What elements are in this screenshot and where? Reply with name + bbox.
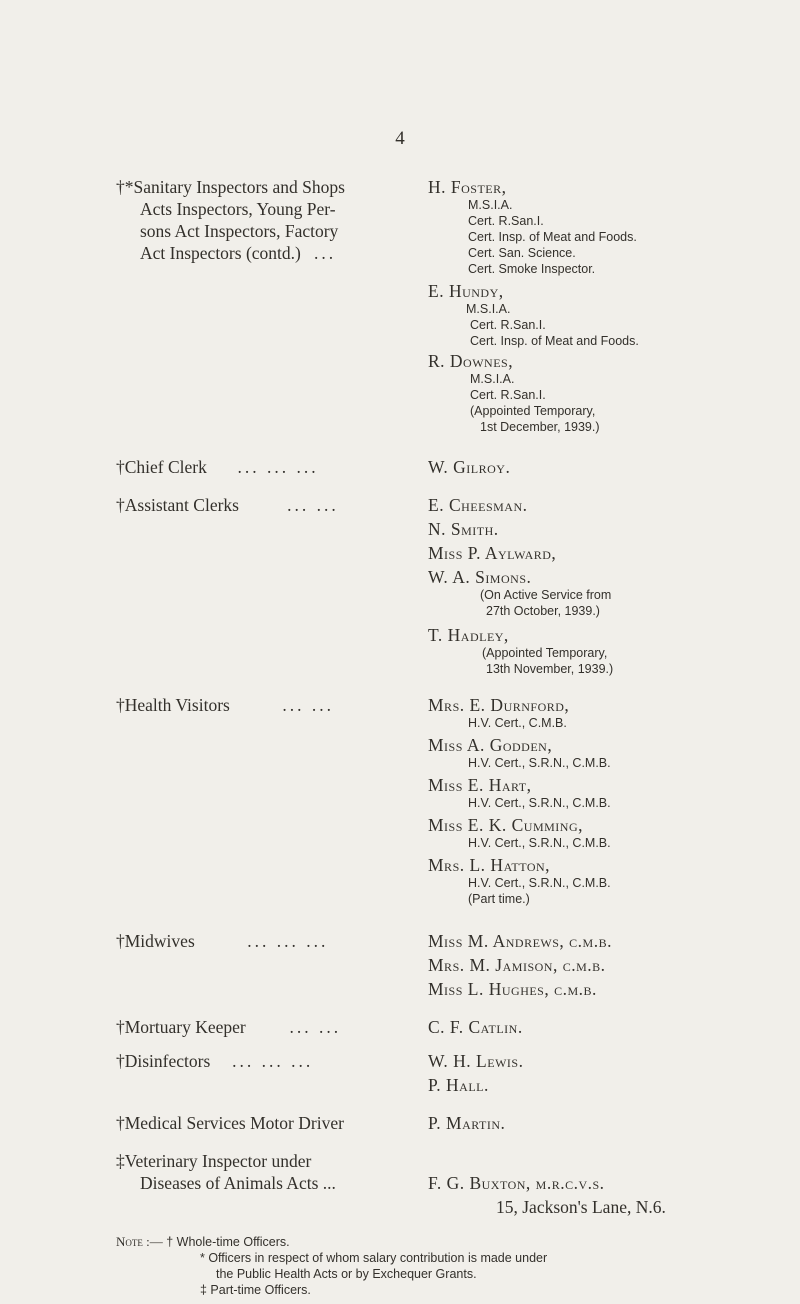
- hadley-note: 13th November, 1939.): [486, 662, 614, 676]
- downes-name: R. Downes,: [428, 351, 514, 371]
- foster-name: H. Foster,: [428, 177, 507, 197]
- dot-leader: ... ...: [287, 495, 339, 515]
- sanitary-label: [116, 176, 416, 264]
- veterinary-label: [116, 1150, 416, 1194]
- assistant-clerks-label: [116, 494, 416, 516]
- label-text: †Midwives: [116, 931, 195, 951]
- chief-clerk-name: W. Gilroy.: [428, 457, 511, 477]
- clerk-name: E. Cheesman.: [428, 495, 528, 515]
- mortuary-label: [116, 1016, 416, 1038]
- label-line: ‡Veterinary Inspector under: [116, 1151, 312, 1171]
- health-visitors-label: [116, 694, 416, 716]
- page-number: 4: [395, 128, 405, 149]
- foster-cred: Cert. R.San.I.: [468, 214, 544, 228]
- dot-leader: ... ... ...: [247, 931, 329, 951]
- midwives-label: [116, 930, 416, 952]
- label-text: †Chief Clerk: [116, 457, 207, 477]
- downes-cred: 1st December, 1939.): [480, 420, 600, 434]
- hundy-cred: Cert. Insp. of Meat and Foods.: [470, 334, 639, 348]
- label-line: Diseases of Animals Acts ...: [140, 1173, 336, 1193]
- midwife-name: Miss M. Andrews, c.m.b.: [428, 931, 612, 951]
- hadley-note: (Appointed Temporary,: [482, 646, 608, 660]
- visitor-cred: H.V. Cert., C.M.B.: [468, 716, 567, 730]
- driver-label: †Medical Services Motor Driver: [116, 1113, 344, 1133]
- label-text: †Disinfectors: [116, 1051, 211, 1071]
- label-text: †Mortuary Keeper: [116, 1017, 246, 1037]
- foster-cred: Cert. Insp. of Meat and Foods.: [468, 230, 637, 244]
- downes-cred: M.S.I.A.: [470, 372, 515, 386]
- visitor-cred: H.V. Cert., S.R.N., C.M.B.: [468, 796, 611, 810]
- foster-cred: Cert. San. Science.: [468, 246, 576, 260]
- midwife-name: Mrs. M. Jamison, c.m.b.: [428, 955, 606, 975]
- label-line: †*Sanitary Inspectors and Shops: [116, 177, 345, 197]
- visitor-name: Mrs. E. Durnford,: [428, 695, 570, 715]
- visitor-cred: (Part time.): [468, 892, 530, 906]
- foster-cred: M.S.I.A.: [468, 198, 513, 212]
- simons-note: 27th October, 1939.): [486, 604, 600, 618]
- hundy-cred: Cert. R.San.I.: [470, 318, 546, 332]
- label-text: †Assistant Clerks: [116, 495, 239, 515]
- visitor-name: Mrs. L. Hatton,: [428, 855, 551, 875]
- note-text: † Whole-time Officers.: [166, 1235, 290, 1249]
- visitor-cred: H.V. Cert., S.R.N., C.M.B.: [468, 756, 611, 770]
- chief-clerk-label: [116, 456, 416, 478]
- note-line: [116, 1234, 756, 1250]
- clerk-name: Miss P. Aylward,: [428, 543, 557, 563]
- visitor-name: Miss E. Hart,: [428, 775, 532, 795]
- visitor-cred: H.V. Cert., S.R.N., C.M.B.: [468, 836, 611, 850]
- disinfectors-label: [116, 1050, 416, 1072]
- label-line: sons Act Inspectors, Factory: [140, 221, 339, 241]
- dot-leader: ... ...: [282, 695, 334, 715]
- disinfector-name: P. Hall.: [428, 1075, 489, 1095]
- foster-cred: Cert. Smoke Inspector.: [468, 262, 596, 276]
- note-line: the Public Health Acts or by Exchequer Grants.: [216, 1267, 477, 1281]
- note-line: * Officers in respect of whom salary contribution is made under: [200, 1251, 548, 1265]
- midwife-name: Miss L. Hughes, c.m.b.: [428, 979, 597, 999]
- dot-leader: ... ...: [289, 1017, 342, 1037]
- clerk-name: N. Smith.: [428, 519, 499, 539]
- note-line: ‡ Part-time Officers.: [200, 1283, 311, 1297]
- clerk-name: W. A. Simons.: [428, 567, 532, 587]
- dot-leader: ... ... ...: [232, 1051, 314, 1071]
- dot-leader: ...: [313, 243, 337, 263]
- visitor-name: Miss E. K. Cumming,: [428, 815, 583, 835]
- disinfector-name: W. H. Lewis.: [428, 1051, 524, 1071]
- downes-cred: Cert. R.San.I.: [470, 388, 546, 402]
- visitor-name: Miss A. Godden,: [428, 735, 553, 755]
- downes-cred: (Appointed Temporary,: [470, 404, 596, 418]
- driver-name: P. Martin.: [428, 1113, 506, 1133]
- clerk-name: T. Hadley,: [428, 625, 509, 645]
- hundy-cred: M.S.I.A.: [466, 302, 511, 316]
- veterinary-name: F. G. Buxton, m.r.c.v.s.: [428, 1173, 605, 1193]
- label-line: [116, 242, 416, 264]
- note: [116, 1234, 756, 1298]
- mortuary-name: C. F. Catlin.: [428, 1017, 523, 1037]
- dot-leader: ... ... ...: [237, 457, 319, 477]
- visitor-cred: H.V. Cert., S.R.N., C.M.B.: [468, 876, 611, 890]
- label-text: Act Inspectors (contd.): [140, 243, 301, 263]
- hundy-name: E. Hundy,: [428, 281, 504, 301]
- label-text: †Health Visitors: [116, 695, 230, 715]
- veterinary-address: 15, Jackson's Lane, N.6.: [496, 1197, 666, 1217]
- note-prefix: Note :—: [116, 1234, 163, 1249]
- label-line: Acts Inspectors, Young Per-: [140, 199, 336, 219]
- simons-note: (On Active Service from: [480, 588, 612, 602]
